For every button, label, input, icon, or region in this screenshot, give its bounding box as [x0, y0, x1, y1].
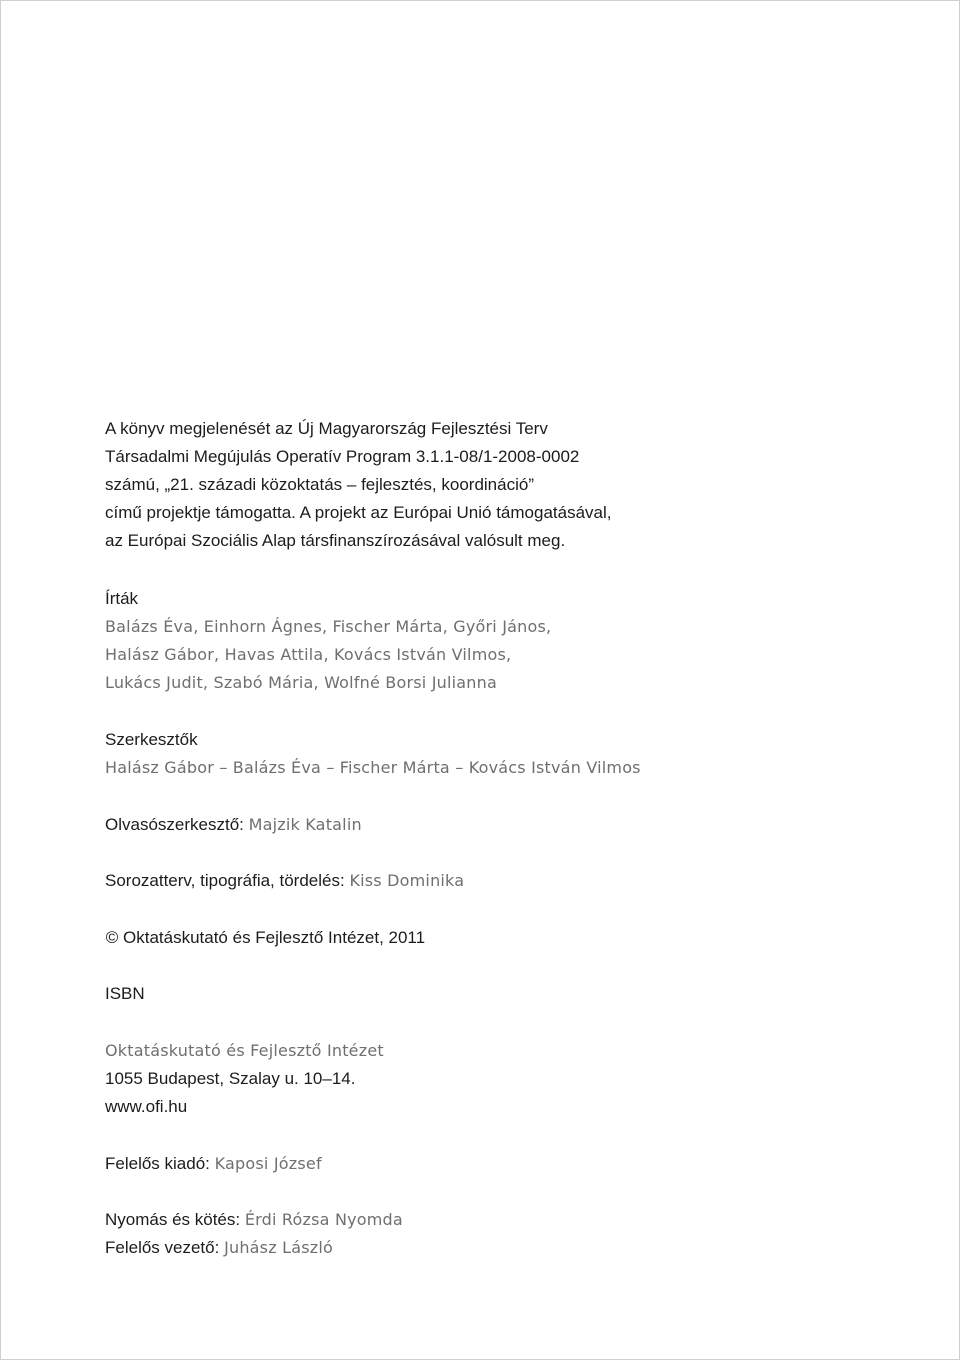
isbn-line	[105, 980, 925, 1008]
funding-line: című projektje támogatta. A projekt az Európai Unió támogatásával,	[105, 503, 612, 522]
funding-line: A könyv megjelenését az Új Magyarország Fejlesztési Terv	[105, 419, 548, 438]
editors-names: Halász Gábor – Balázs Éva – Fischer Márta – Kovács István Vilmos	[105, 758, 641, 777]
editors-heading: Szerkesztők	[105, 730, 198, 749]
publisher-website[interactable]: www.ofi.hu	[105, 1097, 188, 1116]
authors-line: Halász Gábor, Havas Attila, Kovács István Vilmos,	[105, 645, 512, 664]
copyright-icon: ©	[105, 928, 119, 947]
manager-name: Juhász László	[224, 1238, 333, 1257]
manager-label: Felelős vezető:	[105, 1238, 220, 1257]
authors-line: Lukács Judit, Szabó Mária, Wolfné Borsi Julianna	[105, 673, 497, 692]
authors-heading: Írták	[105, 589, 139, 608]
copyright-text: Oktatáskutató és Fejlesztő Intézet, 2011	[123, 928, 426, 947]
responsible-publisher-line	[105, 1150, 925, 1178]
design-credit-line	[105, 867, 925, 895]
authors-line: Balázs Éva, Einhorn Ágnes, Fischer Márta, Győri János,	[105, 617, 552, 636]
responsible-publisher-name: Kaposi József	[214, 1154, 322, 1173]
copy-editor-name: Majzik Katalin	[248, 815, 362, 834]
funding-statement	[105, 415, 925, 555]
design-label: Sorozatterv, tipográfia, tördelés:	[105, 871, 345, 890]
funding-line: számú, „21. századi közoktatás – fejlesztés, koordináció”	[105, 475, 534, 494]
copy-editor-line	[105, 811, 925, 839]
publisher-section	[105, 1037, 925, 1121]
copy-editor-label: Olvasószerkesztő:	[105, 815, 244, 834]
design-name: Kiss Dominika	[349, 871, 465, 890]
printing-section	[105, 1206, 925, 1262]
copyright-line	[105, 924, 925, 952]
responsible-publisher-label: Felelős kiadó:	[105, 1154, 210, 1173]
funding-line: Társadalmi Megújulás Operatív Program 3.1.1-08/1-2008-0002	[105, 447, 580, 466]
editors-section	[105, 726, 925, 782]
publisher-name: Oktatáskutató és Fejlesztő Intézet	[105, 1041, 384, 1060]
isbn-label: ISBN	[105, 984, 145, 1003]
publisher-address: 1055 Budapest, Szalay u. 10–14.	[105, 1069, 356, 1088]
funding-line: az Európai Szociális Alap társfinanszírozásával valósult meg.	[105, 531, 566, 550]
authors-section	[105, 585, 925, 697]
printing-label: Nyomás és kötés:	[105, 1210, 241, 1229]
printing-name: Érdi Rózsa Nyomda	[244, 1210, 403, 1229]
